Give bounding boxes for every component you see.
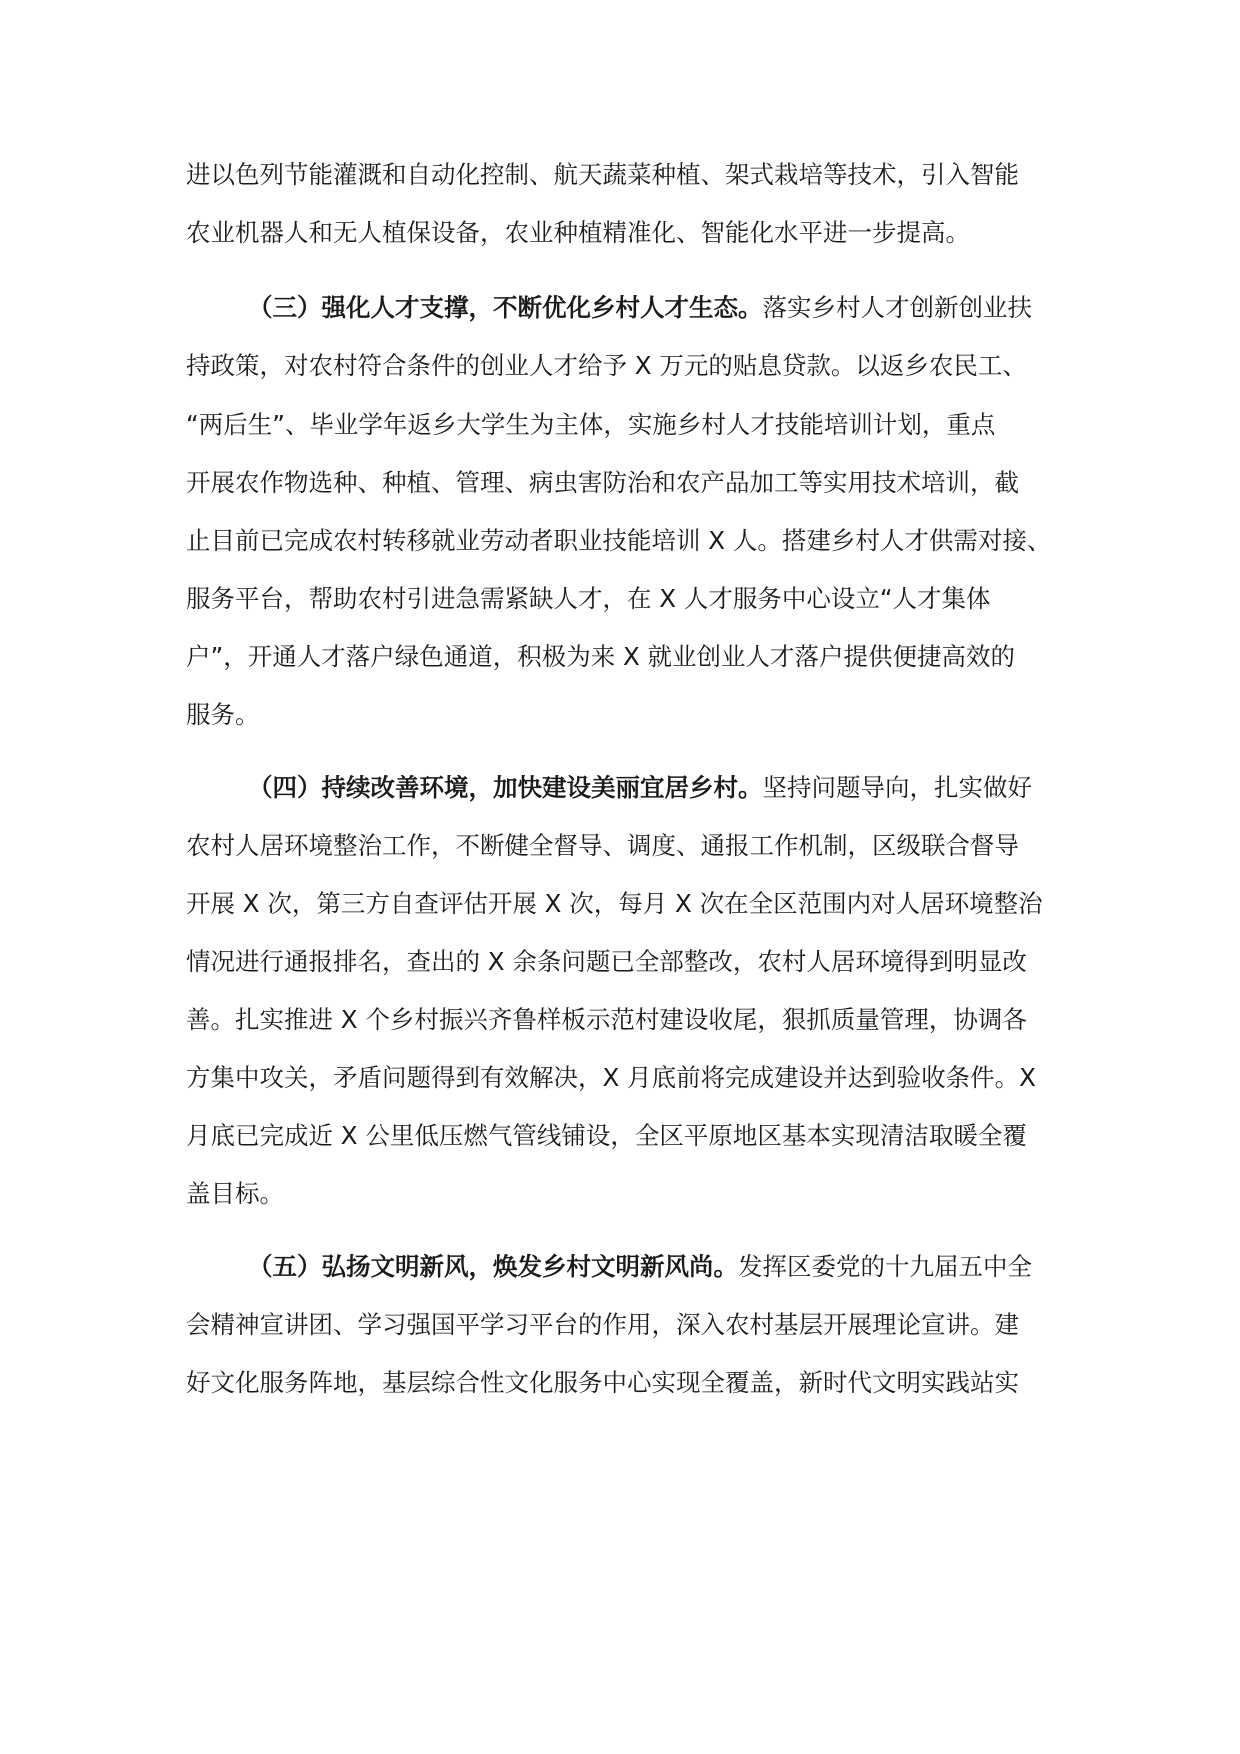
text-line bbox=[248, 768, 1118, 808]
text-line: 好文化服务阵地，基层综合性文化服务中心实现全覆盖，新时代文明实践站实 bbox=[186, 1368, 1019, 1397]
text-line: 进以色列节能灌溉和自动化控制、航天蔬菜种植、架式栽培等技术，引入智能 bbox=[186, 160, 1019, 189]
text-line: 农村人居环境整治工作，不断健全督导、调度、通报工作机制，区级联合督导 bbox=[186, 831, 1019, 860]
text-line: 止目前已完成农村转移就业劳动者职业技能培训 X 人。搭建乡村人才供需对接、 bbox=[186, 526, 1052, 555]
text-line: 月底已完成近 X 公里低压燃气管线铺设，全区平原地区基本实现清洁取暖全覆 bbox=[186, 1121, 1027, 1150]
text-line: 农业机器人和无人植保设备，农业种植精准化、智能化水平进一步提高。 bbox=[186, 218, 970, 247]
text-line: “两后生”、毕业学年返乡大学生为主体，实施乡村人才技能培训计划，重点 bbox=[186, 410, 996, 439]
text-run: 发挥区委党的十九届五中全 bbox=[738, 1252, 1032, 1281]
text-line: 盖目标。 bbox=[186, 1179, 284, 1208]
text-line: 开展农作物选种、种植、管理、病虫害防治和农产品加工等实用技术培训，截 bbox=[186, 468, 1019, 497]
text-line: 善。扎实推进 X 个乡村振兴齐鲁样板示范村建设收尾，狠抓质量管理，协调各 bbox=[186, 1005, 1027, 1034]
text-line: 情况进行通报排名，查出的 X 余条问题已全部整改，农村人居环境得到明显改 bbox=[186, 947, 1027, 976]
text-line: 方集中攻关，矛盾问题得到有效解决，X 月底前将完成建设并达到验收条件。X bbox=[186, 1063, 1036, 1092]
text-line: 户”，开通人才落户绿色通道，积极为来 X 就业创业人才落户提供便捷高效的 bbox=[186, 642, 1016, 671]
section-heading: （三）强化人才支撑，不断优化乡村人才生态。 bbox=[248, 293, 763, 322]
section-heading: （四）持续改善环境，加快建设美丽宜居乡村。 bbox=[248, 773, 763, 802]
text-line: 持政策，对农村符合条件的创业人才给予 X 万元的贴息贷款。以返乡农民工、 bbox=[186, 351, 1027, 380]
section-heading: （五）弘扬文明新风，焕发乡村文明新风尚。 bbox=[248, 1252, 738, 1281]
text-line: 开展 X 次，第三方自查评估开展 X 次，每月 X 次在全区范围内对人居环境整治 bbox=[186, 889, 1043, 918]
text-run: 落实乡村人才创新创业扶 bbox=[762, 293, 1032, 322]
text-line: 服务。 bbox=[186, 700, 260, 729]
text-line: 会精神宣讲团、学习强国平学习平台的作用，深入农村基层开展理论宣讲。建 bbox=[186, 1310, 1019, 1339]
text-line bbox=[248, 288, 1118, 328]
text-line bbox=[248, 1247, 1118, 1287]
text-line: 服务平台，帮助农村引进急需紧缺人才，在 X 人才服务中心设立“人才集体 bbox=[186, 584, 991, 613]
text-run: 坚持问题导向，扎实做好 bbox=[762, 773, 1032, 802]
